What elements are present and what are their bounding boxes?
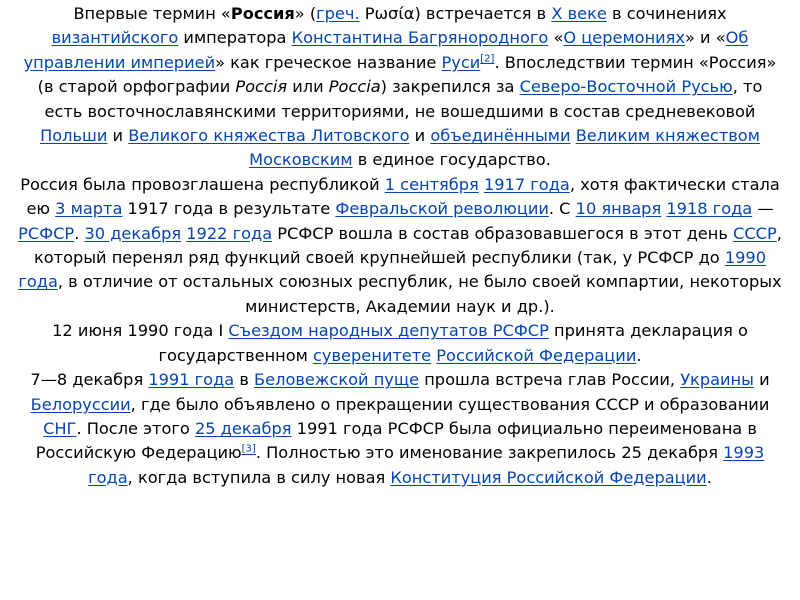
wiki-link[interactable]: Конституция Российской Федерации — [390, 467, 707, 487]
wiki-link[interactable]: Константина Багрянородного — [291, 28, 549, 48]
text-run: . — [636, 345, 642, 365]
text-run: в — [234, 370, 255, 390]
wiki-link[interactable]: 10 января — [575, 199, 662, 219]
text-run: Впервые термин « — [73, 4, 231, 23]
paragraph-name-origin — [18, 2, 782, 173]
text-run: РСФСР вошла в состав образовавшегося в этот день — [272, 223, 734, 243]
footnote-link[interactable]: [2] — [480, 53, 495, 65]
wiki-link[interactable]: объединёнными — [430, 126, 571, 146]
wiki-link[interactable]: Великого княжества Литовского — [128, 126, 410, 146]
text-run: . С — [548, 199, 576, 219]
text-run: Ρωσία) встречается в — [359, 4, 552, 23]
footnote-link[interactable]: [3] — [241, 443, 256, 455]
text-run: и — [409, 126, 431, 146]
text-run: прошла встреча глав России, — [419, 370, 681, 390]
wiki-link[interactable]: 1922 года — [186, 223, 273, 243]
wiki-link[interactable]: Февральской революции — [335, 199, 549, 219]
wiki-link[interactable]: 1991 года — [148, 370, 235, 390]
wiki-link[interactable]: 1917 года — [483, 174, 570, 194]
wiki-link[interactable]: Польши — [40, 126, 108, 146]
paragraph-republic — [18, 173, 782, 319]
text-run: — — [752, 199, 774, 219]
wiki-link[interactable]: Северо-Восточной Русью — [519, 77, 733, 97]
text-run: в единое государство. — [352, 150, 551, 170]
paragraph-sovereignty — [18, 319, 782, 368]
text-run: императора — [178, 28, 292, 48]
text-run: 1917 года в результате — [122, 199, 336, 219]
wiki-link[interactable]: Беловежской пуще — [254, 370, 420, 390]
text-run: . Полностью это именование закрепилось 25 декабря — [255, 443, 724, 463]
text-run: » ( — [294, 4, 317, 23]
wiki-link[interactable]: X веке — [551, 4, 607, 23]
wiki-link[interactable]: 1918 года — [666, 199, 753, 219]
text-run: . После этого — [76, 418, 195, 438]
text-run: 12 июня 1990 года I — [52, 321, 229, 341]
text-run: 1991 года РСФСР была официально переименована в Российскую Федерацию — [35, 418, 757, 463]
wiki-link[interactable]: О церемониях — [563, 28, 685, 48]
wiki-link[interactable]: Об управлении империей — [23, 28, 749, 72]
text-run: , когда вступила в силу новая — [127, 467, 391, 487]
wiki-link[interactable]: 1 сентября — [384, 174, 479, 194]
text-run: , где было объявлено о прекращении существования СССР и образовании — [130, 394, 770, 414]
paragraph-belovezha — [18, 368, 782, 490]
wiki-link[interactable]: греч. — [316, 4, 360, 23]
text-run: . Впоследствии термин «Россия» (в старой орфографии — [37, 52, 777, 97]
wiki-link[interactable]: Белоруссии — [30, 394, 131, 414]
text-run: или — [287, 77, 329, 97]
wiki-link[interactable]: Великим княжеством Московским — [249, 126, 760, 170]
wiki-link[interactable]: 30 декабря — [84, 223, 182, 243]
wiki-link[interactable]: Российской Федерации — [436, 345, 637, 365]
wiki-link[interactable]: византийского — [51, 28, 179, 48]
wiki-link[interactable]: СССР — [733, 223, 777, 243]
wiki-link[interactable]: 1990 года — [18, 248, 767, 292]
wiki-link[interactable]: РСФСР — [18, 223, 75, 243]
text-run: и — [753, 370, 770, 390]
text-run: Россіа — [328, 77, 381, 97]
wiki-link[interactable]: СНГ — [43, 418, 77, 438]
text-run: . — [706, 467, 712, 487]
text-run: Россия — [230, 4, 295, 23]
text-run: » как греческое название — [215, 52, 442, 72]
wiki-link[interactable]: 1993 года — [88, 443, 765, 487]
text-run: , то есть восточнославянскими территориями, не вошедшими в состав средневековой — [44, 77, 763, 121]
text-run: , в отличие от остальных союзных республик, не было своей компартии, некоторых министерств, Академии наук и др.). — [57, 272, 782, 316]
wiki-link[interactable]: суверенитете — [313, 345, 432, 365]
wiki-link[interactable]: Руси — [441, 52, 481, 72]
text-run: ) закрепился за — [380, 77, 520, 97]
wiki-link[interactable]: 3 марта — [55, 199, 123, 219]
text-run: принята декларация о государственном — [158, 321, 748, 365]
text-run: Россія — [235, 77, 288, 97]
text-run: и — [107, 126, 129, 146]
text-run: , хотя фактически стала ею — [26, 174, 780, 219]
wiki-link[interactable]: 25 декабря — [194, 418, 292, 438]
text-run: в сочинениях — [606, 4, 727, 23]
text-run: . — [74, 223, 85, 243]
text-run: Россия была провозглашена республикой — [20, 174, 385, 194]
text-run: » и « — [685, 28, 726, 48]
wiki-link[interactable]: Съездом народных депутатов РСФСР — [228, 321, 549, 341]
text-run: « — [548, 28, 564, 48]
text-run: , который перенял ряд функций своей крупнейшей республики (так, у РСФСР до — [33, 223, 782, 268]
text-run: 7—8 декабря — [30, 370, 149, 390]
wiki-link[interactable]: Украины — [680, 370, 754, 390]
